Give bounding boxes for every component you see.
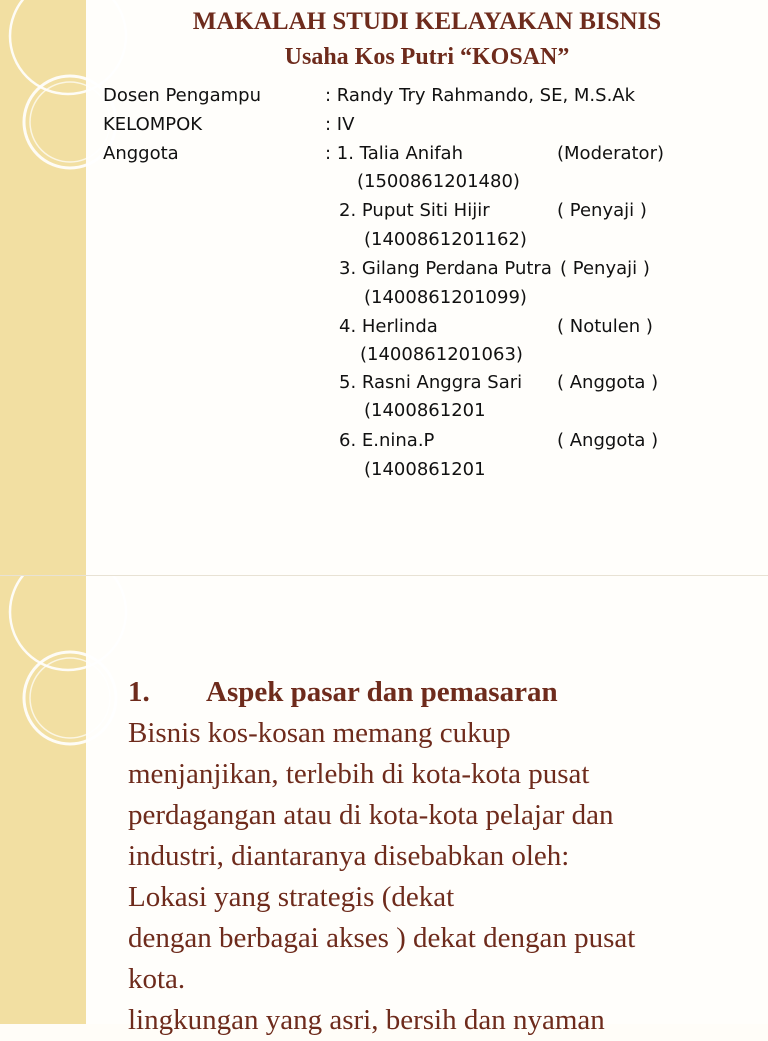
dosen-value: : Randy Try Rahmando, SE, M.S.Ak: [325, 85, 636, 106]
paragraph-line: dengan berbagai akses ) dekat dengan pusat: [128, 922, 636, 954]
document-subtitle: Usaha Kos Putri “KOSAN”: [284, 44, 570, 70]
member-role: ( Penyaji ): [557, 200, 647, 221]
member-name: 3. Gilang Perdana Putra: [339, 258, 552, 279]
paragraph-line: perdagangan atau di kota-kota pelajar dan: [128, 799, 614, 831]
member-name: 5. Rasni Anggra Sari: [339, 372, 523, 393]
member-role: (Moderator): [557, 143, 664, 164]
member-name: : 1. Talia Anifah: [325, 143, 463, 164]
paragraph-line: kota.: [128, 963, 186, 995]
decorative-circles: [0, 576, 140, 1024]
member-name: 4. Herlinda: [339, 316, 438, 337]
member-id: (1400861201099): [364, 287, 527, 308]
section-heading: [128, 676, 558, 709]
paragraph-line: lingkungan yang asri, bersih dan nyaman: [128, 1004, 605, 1036]
member-id: (1400861201: [364, 459, 486, 480]
kelompok-value: : IV: [325, 114, 355, 135]
paragraph-line: menjanjikan, terlebih di kota-kota pusat: [128, 758, 590, 790]
member-id: (1400861201: [364, 400, 486, 421]
anggota-label: Anggota: [103, 143, 179, 164]
dosen-label: Dosen Pengampu: [103, 85, 261, 106]
member-role: ( Anggota ): [557, 430, 659, 451]
paragraph-line: Bisnis kos-kosan memang cukup: [128, 717, 511, 749]
member-role: ( Notulen ): [557, 316, 653, 337]
member-name: 6. E.nina.P: [339, 430, 435, 451]
member-id: (1400861201063): [360, 344, 523, 365]
member-id: (1500861201480): [357, 171, 520, 192]
member-id: (1400861201162): [364, 229, 527, 250]
member-role: ( Penyaji ): [560, 258, 650, 279]
document-title: MAKALAH STUDI KELAYAKAN BISNIS: [192, 8, 662, 35]
member-name: 2. Puput Siti Hijir: [339, 200, 490, 221]
paragraph-line: Lokasi yang strategis (dekat: [128, 881, 455, 913]
member-role: ( Anggota ): [557, 372, 659, 393]
section-number: 1.: [128, 676, 150, 708]
paragraph-line: industri, diantaranya disebabkan oleh:: [128, 840, 570, 872]
kelompok-label: KELOMPOK: [103, 114, 203, 135]
section-title: Aspek pasar dan pemasaran: [206, 676, 558, 708]
